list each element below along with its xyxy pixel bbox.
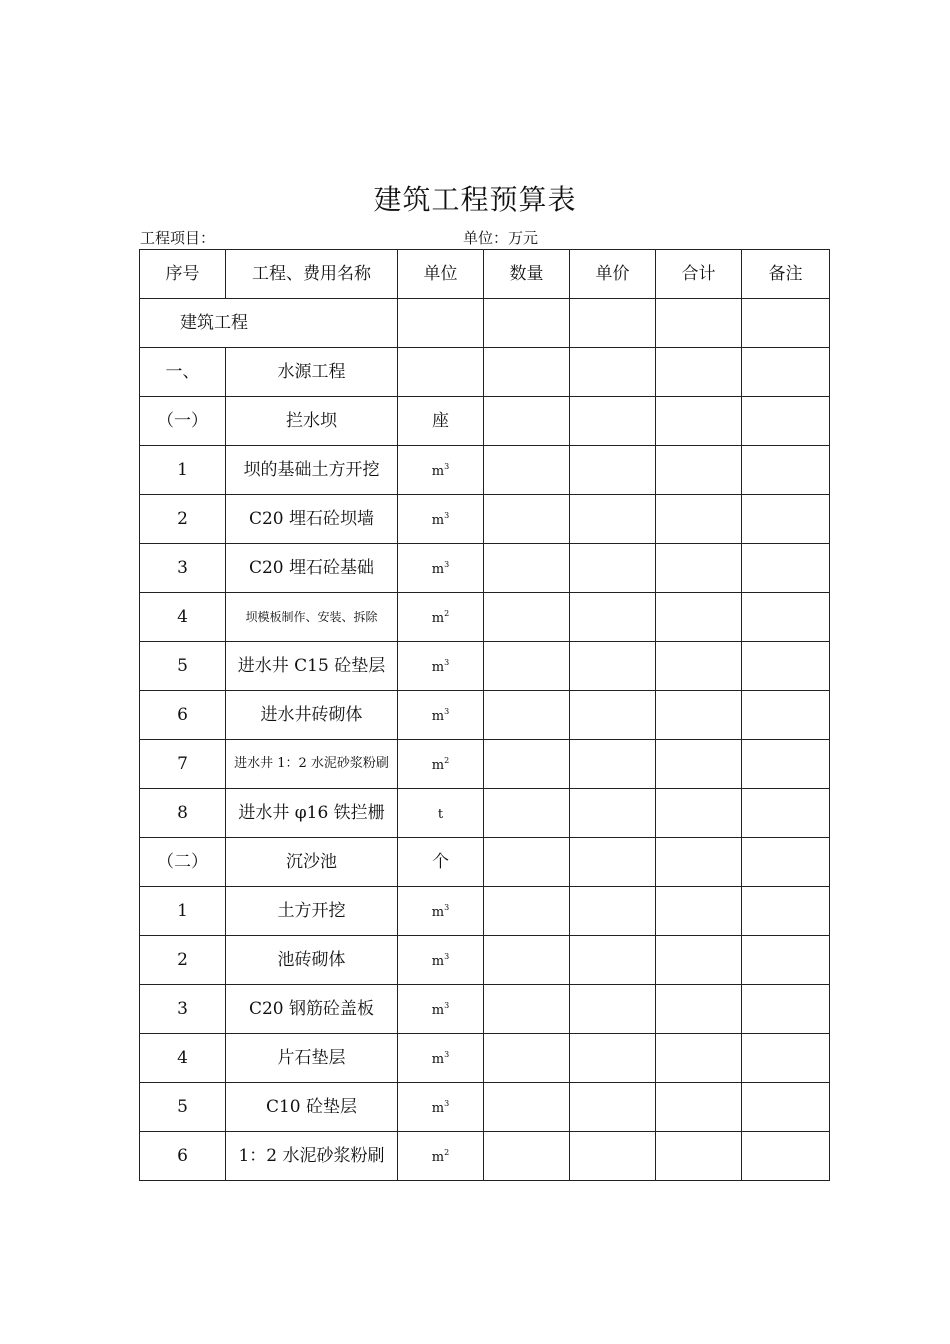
- unit-exponent: 3: [444, 902, 450, 912]
- table-row: [140, 593, 830, 642]
- remark-cell: [742, 691, 830, 740]
- unit-symbol: m: [431, 708, 445, 724]
- unit-exponent: 3: [444, 559, 450, 569]
- unit-exponent: 3: [444, 461, 450, 471]
- remark-cell: [742, 446, 830, 495]
- row-unit: [398, 593, 484, 642]
- quantity-cell: [484, 740, 570, 789]
- unit-price-cell: [570, 887, 656, 936]
- row-no: 4: [140, 1034, 226, 1083]
- quantity-cell: [484, 936, 570, 985]
- table-row: [140, 838, 830, 887]
- unit-price-cell: [570, 495, 656, 544]
- remark-cell: [742, 1132, 830, 1181]
- row-unit: [398, 299, 484, 348]
- quantity-cell: [484, 642, 570, 691]
- unit-symbol: m: [431, 610, 445, 626]
- quantity-cell: [484, 691, 570, 740]
- row-no: 3: [140, 985, 226, 1034]
- total-cell: [656, 1083, 742, 1132]
- row-unit: [398, 789, 484, 838]
- total-cell: [656, 740, 742, 789]
- row-no: 5: [140, 642, 226, 691]
- remark-cell: [742, 495, 830, 544]
- unit-exponent: 2: [444, 608, 450, 618]
- remark-cell: [742, 740, 830, 789]
- unit-symbol: m: [431, 512, 445, 528]
- unit-price-cell: [570, 1083, 656, 1132]
- header-remark: 备注: [742, 250, 830, 299]
- row-no: 一、: [140, 348, 226, 397]
- unit-symbol: m: [431, 953, 445, 969]
- remark-cell: [742, 1083, 830, 1132]
- table-row: [140, 740, 830, 789]
- remark-cell: [742, 299, 830, 348]
- row-unit: [398, 544, 484, 593]
- row-unit: [398, 887, 484, 936]
- unit-price-cell: [570, 348, 656, 397]
- row-unit: [398, 348, 484, 397]
- total-cell: [656, 691, 742, 740]
- table-row: [140, 1083, 830, 1132]
- unit-symbol: 个: [432, 851, 449, 872]
- remark-cell: [742, 593, 830, 642]
- row-no: 2: [140, 936, 226, 985]
- row-unit: [398, 397, 484, 446]
- header-quantity: 数量: [484, 250, 570, 299]
- row-unit: [398, 642, 484, 691]
- unit-symbol: m: [431, 463, 445, 479]
- table-row: [140, 299, 830, 348]
- header-name: 工程、费用名称: [226, 250, 398, 299]
- header-no: 序号: [140, 250, 226, 299]
- row-no: （二）: [140, 838, 226, 887]
- header-unit-price: 单价: [570, 250, 656, 299]
- row-unit: [398, 1034, 484, 1083]
- row-name: C20 埋石砼基础: [226, 544, 398, 593]
- unit-symbol: m: [431, 1002, 445, 1018]
- unit-price-cell: [570, 985, 656, 1034]
- row-name: 池砖砌体: [226, 936, 398, 985]
- row-no: 6: [140, 691, 226, 740]
- quantity-cell: [484, 299, 570, 348]
- row-name: 进水井 1：2 水泥砂浆粉刷: [226, 740, 398, 789]
- row-no: 3: [140, 544, 226, 593]
- unit-symbol: m: [431, 561, 445, 577]
- row-name: C20 钢筋砼盖板: [226, 985, 398, 1034]
- quantity-cell: [484, 789, 570, 838]
- remark-cell: [742, 936, 830, 985]
- row-no: 6: [140, 1132, 226, 1181]
- unit-price-cell: [570, 544, 656, 593]
- total-cell: [656, 1132, 742, 1181]
- unit-exponent: 3: [444, 1000, 450, 1010]
- total-cell: [656, 495, 742, 544]
- unit-exponent: 3: [444, 951, 450, 961]
- unit-symbol: m: [431, 659, 445, 675]
- total-cell: [656, 348, 742, 397]
- row-no: 5: [140, 1083, 226, 1132]
- total-cell: [656, 299, 742, 348]
- budget-table: [139, 249, 830, 1181]
- quantity-cell: [484, 1034, 570, 1083]
- table-row: [140, 1132, 830, 1181]
- quantity-cell: [484, 985, 570, 1034]
- unit-price-cell: [570, 1034, 656, 1083]
- table-row: [140, 397, 830, 446]
- remark-cell: [742, 887, 830, 936]
- table-row: [140, 985, 830, 1034]
- header-total: 合计: [656, 250, 742, 299]
- total-cell: [656, 397, 742, 446]
- row-name: 片石垫层: [226, 1034, 398, 1083]
- remark-cell: [742, 1034, 830, 1083]
- quantity-cell: [484, 838, 570, 887]
- row-name: 土方开挖: [226, 887, 398, 936]
- row-name: C20 埋石砼坝墙: [226, 495, 398, 544]
- unit-symbol: m: [431, 904, 445, 920]
- row-name: 水源工程: [226, 348, 398, 397]
- row-no: 2: [140, 495, 226, 544]
- unit-price-cell: [570, 593, 656, 642]
- row-name: 沉沙池: [226, 838, 398, 887]
- total-cell: [656, 985, 742, 1034]
- unit-exponent: 3: [444, 1049, 450, 1059]
- unit-symbol: 座: [432, 410, 449, 431]
- table-row: [140, 887, 830, 936]
- row-name: 坝模板制作、安装、拆除: [226, 593, 398, 642]
- table-row: [140, 1034, 830, 1083]
- table-row: [140, 446, 830, 495]
- header-row: [140, 250, 830, 299]
- unit-exponent: 3: [444, 510, 450, 520]
- row-unit: [398, 985, 484, 1034]
- row-no: （一）: [140, 397, 226, 446]
- unit-price-cell: [570, 642, 656, 691]
- quantity-cell: [484, 887, 570, 936]
- quantity-cell: [484, 446, 570, 495]
- row-no: 7: [140, 740, 226, 789]
- row-no: 4: [140, 593, 226, 642]
- unit-exponent: 3: [444, 706, 450, 716]
- table-row: [140, 691, 830, 740]
- row-unit: [398, 495, 484, 544]
- row-name: 进水井 φ16 铁拦栅: [226, 789, 398, 838]
- unit-label: 单位：万元: [463, 229, 539, 247]
- unit-price-cell: [570, 936, 656, 985]
- row-no: 1: [140, 887, 226, 936]
- quantity-cell: [484, 593, 570, 642]
- table-row: [140, 495, 830, 544]
- row-unit: [398, 1132, 484, 1181]
- total-cell: [656, 1034, 742, 1083]
- quantity-cell: [484, 544, 570, 593]
- total-cell: [656, 544, 742, 593]
- total-cell: [656, 642, 742, 691]
- total-cell: [656, 887, 742, 936]
- table-row: [140, 544, 830, 593]
- total-cell: [656, 593, 742, 642]
- remark-cell: [742, 789, 830, 838]
- quantity-cell: [484, 495, 570, 544]
- unit-symbol: m: [431, 1100, 445, 1116]
- row-name: 建筑工程: [140, 299, 398, 348]
- quantity-cell: [484, 1132, 570, 1181]
- row-name: 进水井 C15 砼垫层: [226, 642, 398, 691]
- table-row: [140, 789, 830, 838]
- remark-cell: [742, 348, 830, 397]
- row-unit: [398, 838, 484, 887]
- row-unit: [398, 1083, 484, 1132]
- unit-price-cell: [570, 446, 656, 495]
- unit-symbol: m: [431, 1051, 445, 1067]
- total-cell: [656, 789, 742, 838]
- unit-price-cell: [570, 838, 656, 887]
- table-row: [140, 936, 830, 985]
- unit-price-cell: [570, 740, 656, 789]
- row-name: C10 砼垫层: [226, 1083, 398, 1132]
- total-cell: [656, 446, 742, 495]
- remark-cell: [742, 397, 830, 446]
- unit-price-cell: [570, 397, 656, 446]
- row-unit: [398, 446, 484, 495]
- row-name: 坝的基础土方开挖: [226, 446, 398, 495]
- row-name: 拦水坝: [226, 397, 398, 446]
- unit-symbol: m: [431, 757, 445, 773]
- remark-cell: [742, 985, 830, 1034]
- table-row: [140, 642, 830, 691]
- quantity-cell: [484, 397, 570, 446]
- remark-cell: [742, 838, 830, 887]
- unit-symbol: t: [437, 806, 444, 822]
- unit-exponent: 3: [444, 1098, 450, 1108]
- row-name: 1：2 水泥砂浆粉刷: [226, 1132, 398, 1181]
- header-unit: 单位: [398, 250, 484, 299]
- unit-exponent: 3: [444, 657, 450, 667]
- unit-price-cell: [570, 691, 656, 740]
- unit-exponent: 2: [444, 755, 450, 765]
- unit-price-cell: [570, 299, 656, 348]
- row-name: 进水井砖砌体: [226, 691, 398, 740]
- row-unit: [398, 691, 484, 740]
- row-no: 8: [140, 789, 226, 838]
- quantity-cell: [484, 1083, 570, 1132]
- unit-exponent: 2: [444, 1147, 450, 1157]
- total-cell: [656, 838, 742, 887]
- remark-cell: [742, 642, 830, 691]
- unit-price-cell: [570, 1132, 656, 1181]
- row-unit: [398, 740, 484, 789]
- row-unit: [398, 936, 484, 985]
- unit-price-cell: [570, 789, 656, 838]
- quantity-cell: [484, 348, 570, 397]
- table-row: [140, 348, 830, 397]
- row-no: 1: [140, 446, 226, 495]
- project-label: 工程项目：: [140, 229, 216, 247]
- page-title: 建筑工程预算表: [373, 183, 577, 216]
- remark-cell: [742, 544, 830, 593]
- unit-symbol: m: [431, 1149, 445, 1165]
- total-cell: [656, 936, 742, 985]
